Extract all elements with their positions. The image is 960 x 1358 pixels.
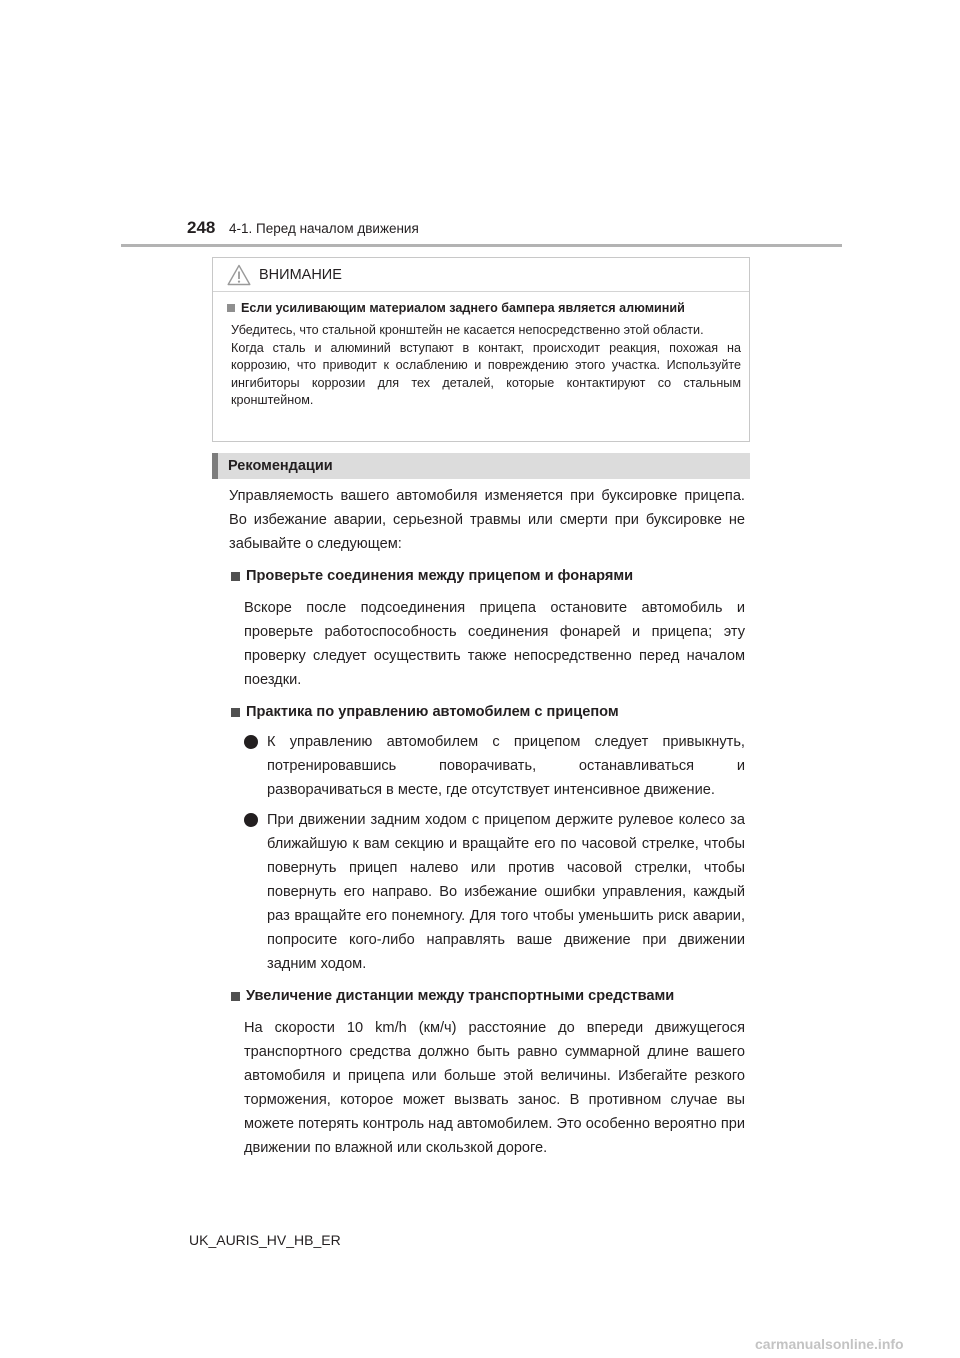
caution-label: ВНИМАНИЕ (259, 267, 342, 283)
footer-code: UK_AURIS_HV_HB_ER (189, 1232, 341, 1248)
caution-divider (213, 291, 749, 292)
caution-box (212, 257, 750, 442)
section-heading-distance (229, 984, 745, 1008)
watermark: carmanualsonline.info (755, 1336, 904, 1352)
bullet-dot-icon (244, 735, 258, 749)
section-heading-practice (229, 700, 745, 724)
caution-subtitle (227, 301, 685, 315)
recommendations-title: Рекомендации (228, 458, 333, 474)
bullet-item (229, 808, 745, 976)
bullet-dot-icon (244, 813, 258, 827)
warning-triangle-icon (227, 264, 251, 286)
section-title: 4-1. Перед началом движения (229, 221, 419, 236)
bullet-text: При движении задним ходом с прицепом держите рулевое колесо за ближайшую к вам секцию и вращайте его по часовой стрелке, чтобы повернуть прицеп налево или против часовой стрелки, чтобы повернуть его направо. Во избежание ошибки управления, каждый раз вращайте его понемногу. Для того чтобы уменьшить риск аварии, попросите кого-либо направлять ваше движение при движении задним ходом. (267, 812, 745, 972)
page-number: 248 (187, 218, 216, 237)
section-paragraph: На скорости 10 km/h (км/ч) расстояние до впереди движущегося транспортного средства должно быть равно суммарной длине вашего автомобиля и прицепа или больше этой величины. Избегайте резкого торможения, которое может вызвать занос. В противном случае вы можете потерять контроль над автомобилем. Это особенно вероятно при движении по влажной или скользкой дороге. (244, 1020, 745, 1156)
caution-text (231, 322, 741, 410)
caution-paragraph: Убедитесь, что стальной кронштейн не касается непосредственно этой области. (231, 323, 704, 337)
square-bullet-icon (231, 708, 240, 717)
bullet-item (229, 730, 745, 802)
section-heading-connections (229, 564, 745, 588)
caution-header (227, 263, 342, 287)
recommendations-body (229, 484, 745, 1160)
intro-paragraph: Управляемость вашего автомобиля изменяется при буксировке прицепа. Во избежание аварии, серьезной травмы или смерти при буксировке не забывайте о следующем: (229, 488, 745, 552)
section-heading-text: Увеличение дистанции между транспортными средствами (246, 988, 675, 1004)
caution-paragraph: Когда сталь и алюминий вступают в контакт, происходит реакция, похожая на коррозию, что приводит к ослаблению и повреждению этого участка. Используйте ингибиторы коррозии для тех деталей, которые контактируют со стальным кронштейном. (231, 340, 741, 407)
square-bullet-icon (231, 992, 240, 1001)
caution-subtitle-text: Если усиливающим материалом заднего бампера является алюминий (241, 301, 685, 315)
square-bullet-icon (231, 572, 240, 581)
header-divider (121, 244, 842, 247)
recommendations-header (212, 453, 750, 479)
bullet-text: К управлению автомобилем с прицепом следует привыкнуть, потренировавшись поворачивать, останавливаться и разворачиваться в месте, где отсутствует интенсивное движение. (267, 734, 745, 798)
section-paragraph: Вскоре после подсоединения прицепа остановите автомобиль и проверьте работоспособность соединения фонарей и прицепа; эту проверку следует осуществить также непосредственно перед началом поездки. (244, 600, 745, 688)
section-heading-text: Практика по управлению автомобилем с прицепом (246, 704, 619, 720)
square-bullet-icon (227, 304, 235, 312)
section-heading-text: Проверьте соединения между прицепом и фонарями (246, 568, 634, 584)
